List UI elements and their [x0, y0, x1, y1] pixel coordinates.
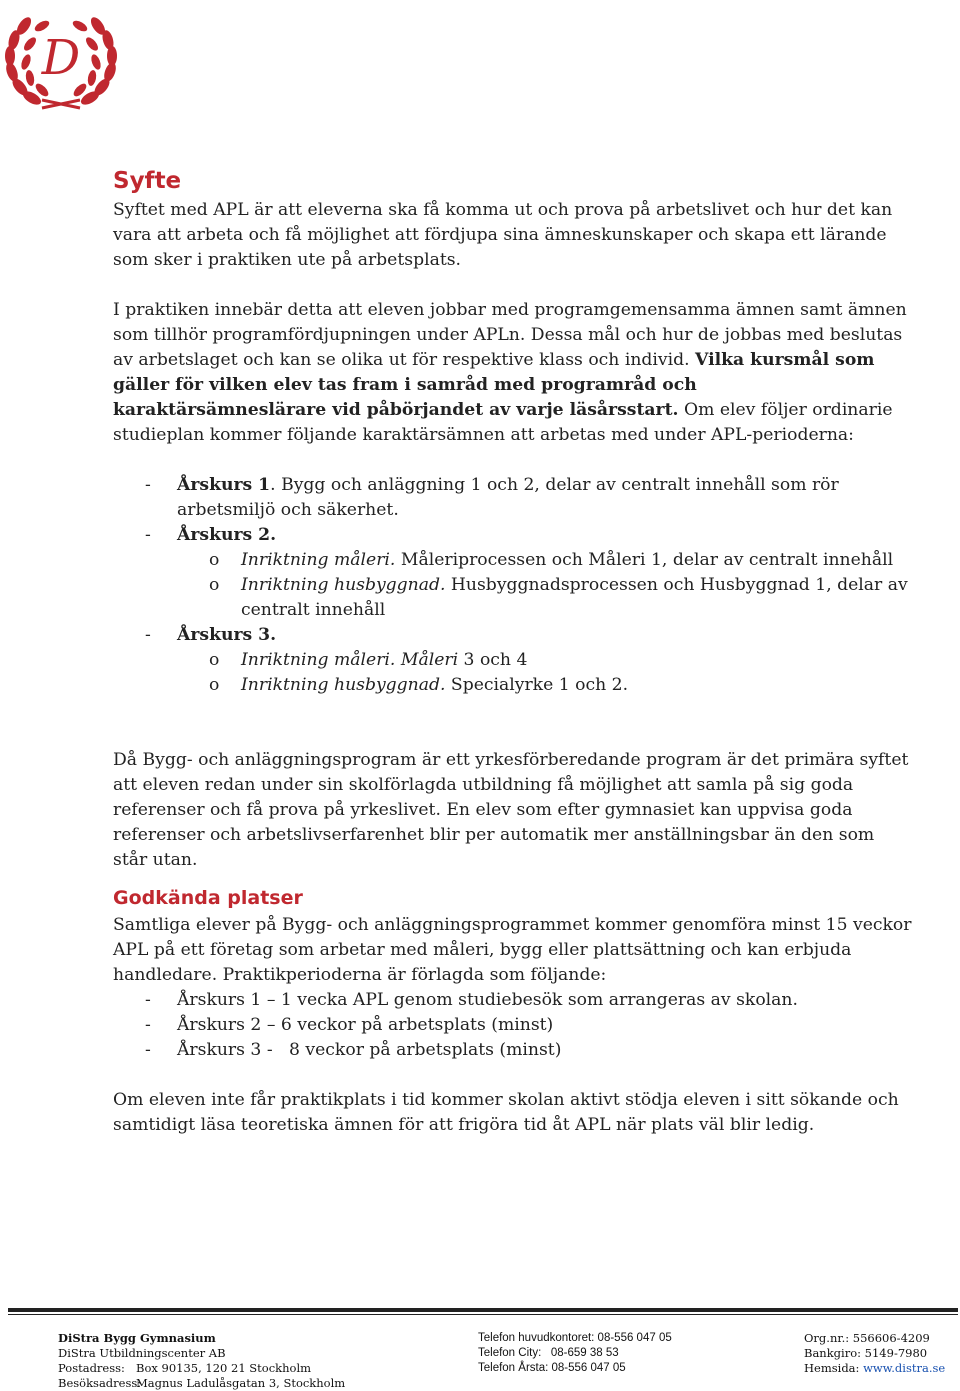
list-subitem-year3-maleri: o Inriktning måleri. Måleri 3 och 4 — [209, 650, 528, 670]
website-link[interactable]: www.distra.se — [863, 1361, 946, 1375]
list-item: - Årskurs 3 - 8 veckor på arbetsplats (minst) — [145, 1040, 562, 1060]
footer-org-name: DiStra Utbildningscenter AB — [58, 1346, 226, 1360]
school-logo — [2, 4, 120, 118]
apl-period-list — [113, 988, 913, 1063]
footer-orgnr: Org.nr.: 556606-4209 — [804, 1331, 930, 1345]
footer-school-name: DiStra Bygg Gymnasium — [58, 1331, 216, 1345]
paragraph-godkanda-intro: Samtliga elever på Bygg- och anläggningsprogrammet kommer genomföra minst 15 veckor APL på ett företag som arbetar med måleri, bygg eller plattsättning och kan erbjuda handledare. Praktikperioderna är förlagda som följande: — [113, 915, 912, 985]
footer-company-info — [804, 1331, 954, 1376]
list-item: - Årskurs 2 – 6 veckor på arbetsplats (minst) — [145, 1015, 554, 1035]
paragraph-no-placement: Om eleven inte får praktikplats i tid kommer skolan aktivt stödja eleven i sitt sökande och samtidigt läsa teoretiska ämnen för att frigöra tid åt APL när plats väl blir ledig. — [113, 1090, 899, 1135]
heading-syfte: Syfte — [113, 168, 182, 194]
list-item-year2: - Årskurs 2. — [145, 525, 277, 545]
footer-divider — [8, 1308, 958, 1312]
course-list — [113, 473, 913, 698]
logo-letter: D — [41, 30, 81, 86]
document-body — [113, 164, 913, 1138]
footer-website: Hemsida: www.distra.se — [804, 1361, 946, 1375]
list-subitem-year2-maleri: o Inriktning måleri. Måleriprocessen och Måleri 1, delar av centralt innehåll — [209, 550, 894, 570]
footer-address — [58, 1331, 438, 1391]
footer-phone-city: Telefon City: 08-659 38 53 — [478, 1347, 619, 1359]
heading-godkanda-platser: Godkända platser — [113, 887, 303, 909]
list-subitem-year2-husbyggnad: o Inriktning husbyggnad. Husbyggnadsprocessen och Husbyggnad 1, delar av centralt innehåll — [209, 575, 908, 620]
footer-post-address: Postadress: Box 90135, 120 21 Stockholm — [58, 1361, 312, 1375]
paragraph-syfte-intro: Syftet med APL är att eleverna ska få komma ut och prova på arbetslivet och hur det kan vara att arbeta och få möjlighet att fördjupa sina ämneskunskaper och skapa ett lärande som sker i praktiken ute på arbetsplats. — [113, 200, 893, 270]
list-item-year3: - Årskurs 3. — [145, 625, 277, 645]
footer-bankgiro: Bankgiro: 5149-7980 — [804, 1346, 928, 1360]
footer-phones — [478, 1331, 778, 1376]
list-item-year1: - Årskurs 1. Bygg och anläggning 1 och 2, delar av centralt innehåll som rör arbetsmiljö och säkerhet. — [145, 475, 839, 520]
paragraph-program-purpose: Då Bygg- och anläggningsprogram är ett yrkesförberedande program är det primära syftet att eleven redan under sin skolförlagda utbildning få möjlighet att samla på sig goda referenser och få prova på yrkeslivet. En elev som efter gymnasiet kan uppvisa goda referenser och arbetslivserfarenhet blir per automatik mer anställningsbar än den som står utan. — [113, 750, 909, 870]
footer-phone-main: Telefon huvudkontoret: 08-556 047 05 — [478, 1332, 672, 1344]
list-subitem-year3-husbyggnad: o Inriktning husbyggnad. Specialyrke 1 och 2. — [209, 675, 629, 695]
paragraph-syfte-praktik: I praktiken innebär detta att eleven jobbar med programgemensamma ämnen samt ämnen som tillhör programfördjupningen under APLn. Dessa mål och hur de jobbas med beslutas av arbetslaget och kan se olika ut för respektive klass och individ. Vilka kursmål som gäller för vilken elev tas fram i samråd med programråd och karaktärsämneslärare vid påbörjandet av varje läsårsstart. Om elev följer ordinarie studieplan kommer följande karaktärsämnen att arbetas med under APL-perioderna: — [113, 300, 907, 445]
footer-visit-address: Besöksadress:Magnus Ladulåsgatan 3, Stockholm — [58, 1376, 346, 1390]
footer-phone-arsta: Telefon Årsta: 08-556 047 05 — [478, 1362, 626, 1374]
list-item: - Årskurs 1 – 1 vecka APL genom studiebesök som arrangeras av skolan. — [145, 990, 798, 1010]
footer-divider-thin — [8, 1314, 958, 1315]
